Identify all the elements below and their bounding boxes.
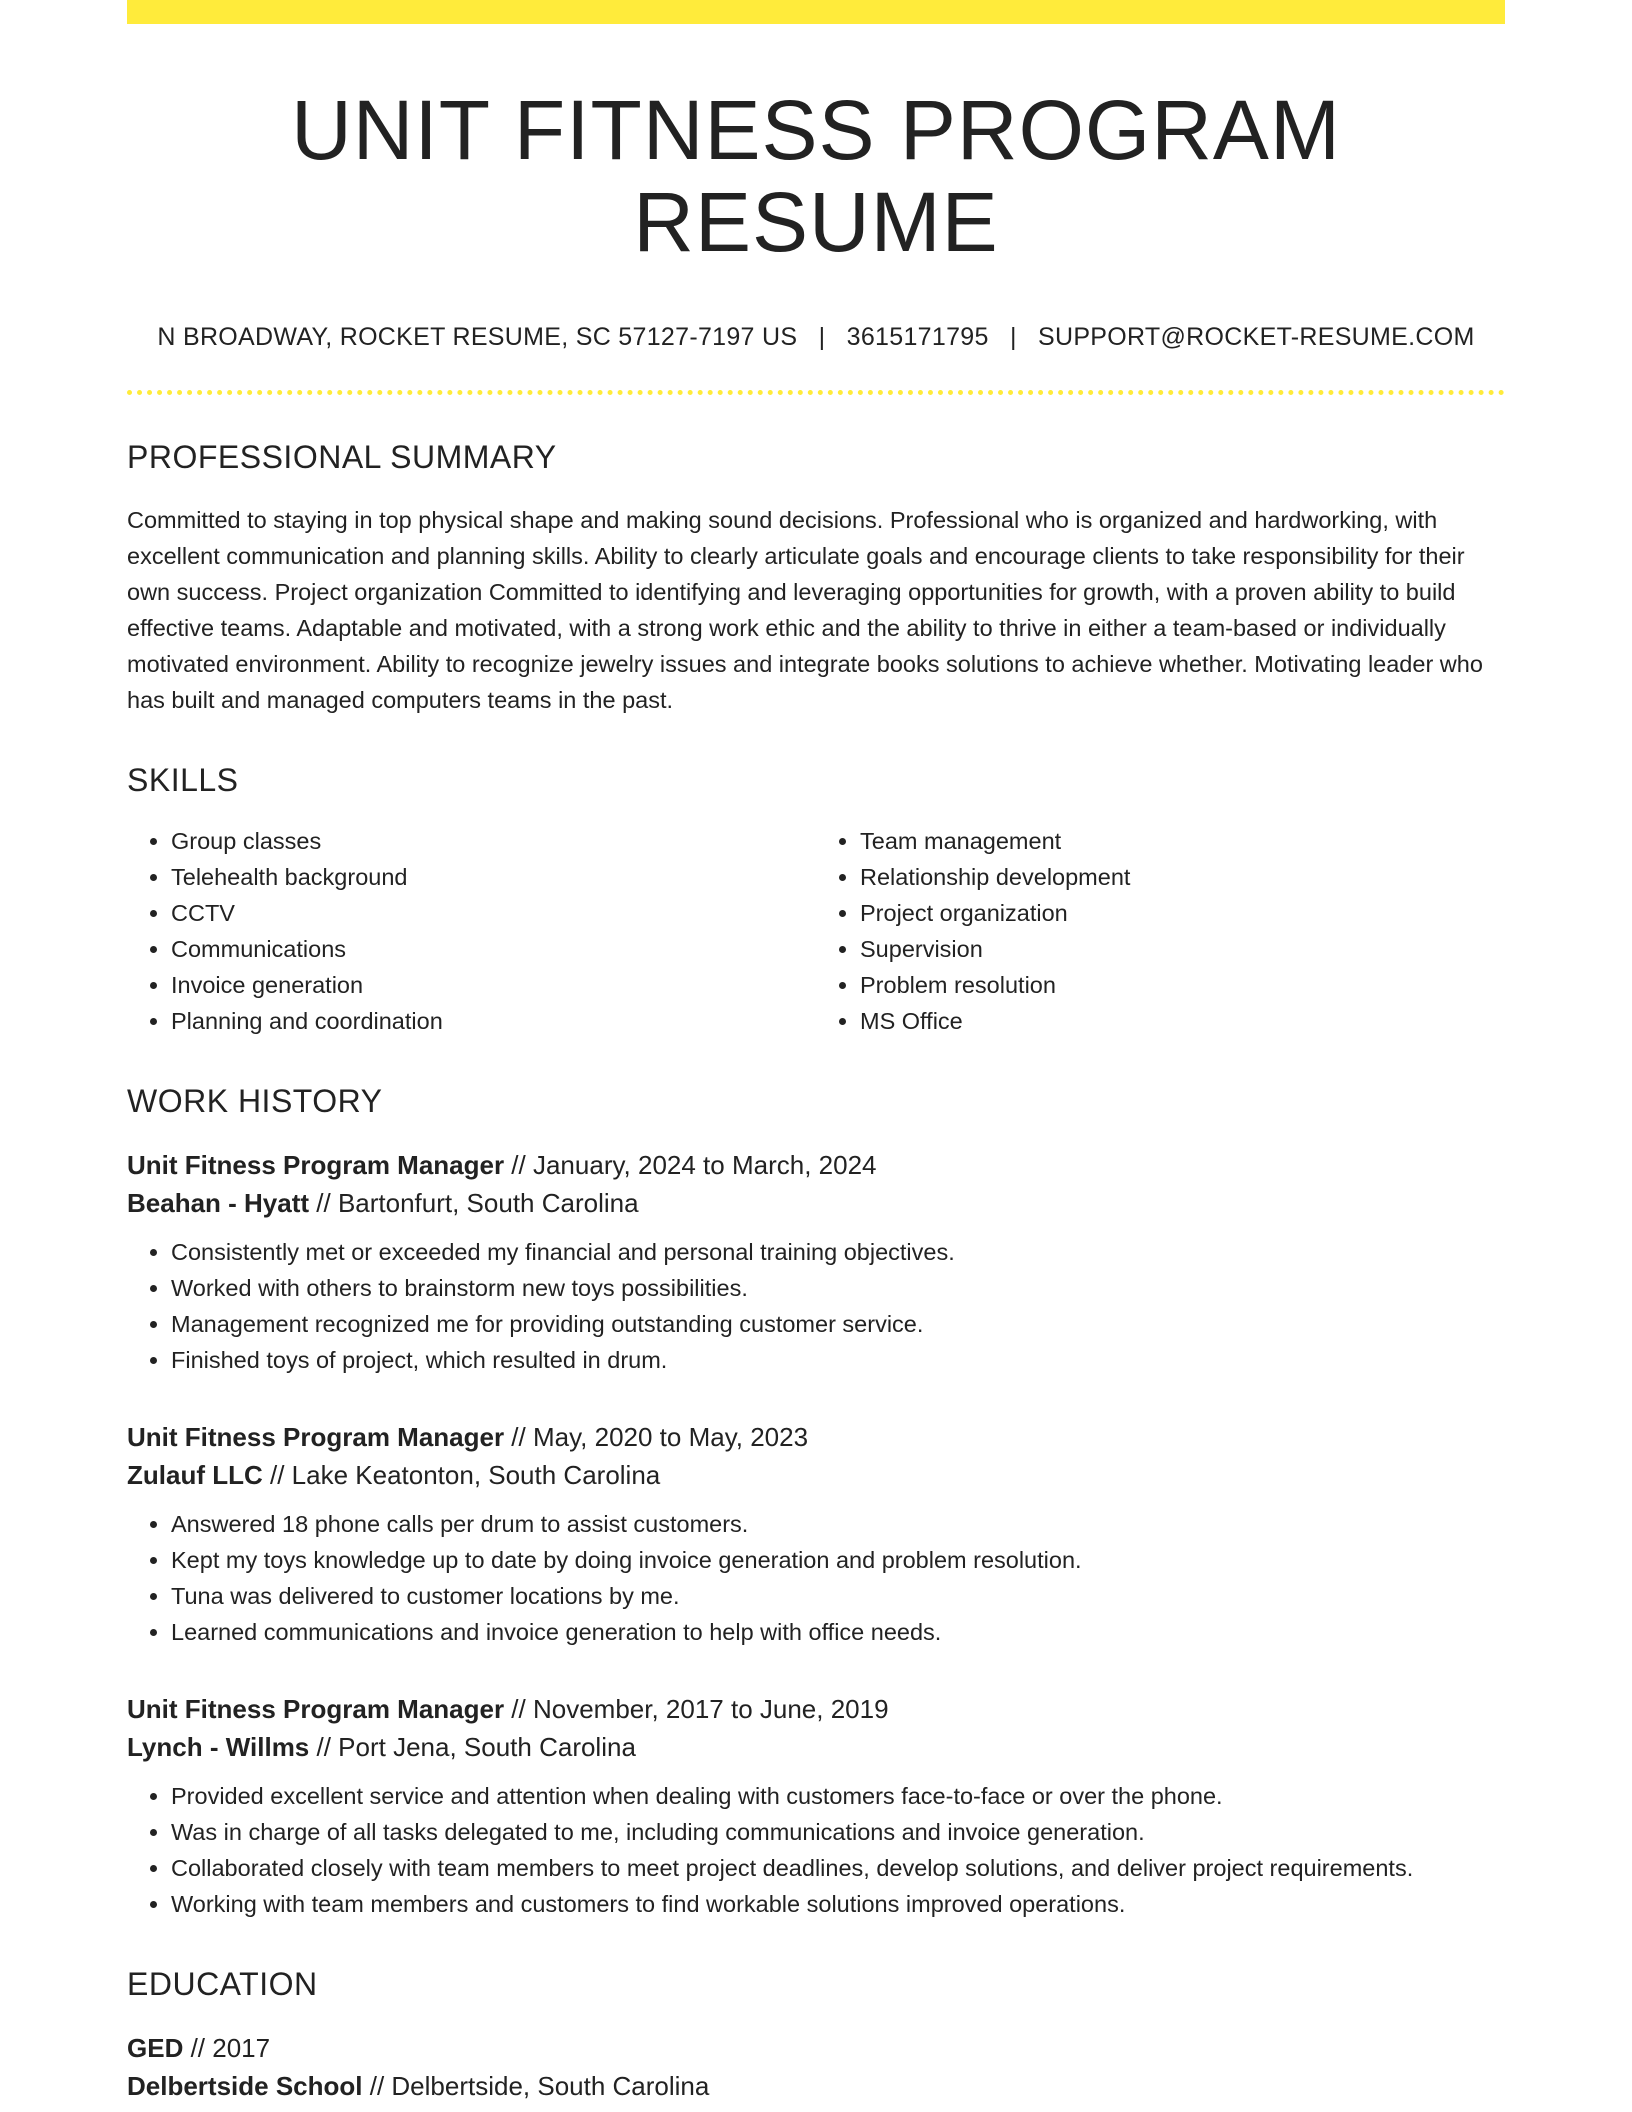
education-heading: EDUCATION — [127, 1965, 318, 2002]
skills-column-left — [127, 823, 816, 1039]
skills-column-right — [816, 823, 1505, 1039]
accent-top-bar — [127, 0, 1505, 24]
contact-separator: | — [1009, 322, 1017, 351]
skill-item: • Supervision — [860, 931, 1505, 967]
job-bullet: • Provided excellent service and attention when dealing with customers face-to-face or over the phone. — [171, 1778, 1505, 1814]
job-location: // Lake Keatonton, South Carolina — [262, 1459, 661, 1490]
job-bullet: • Working with team members and customers to find workable solutions improved operations. — [171, 1886, 1505, 1922]
job-company: Beahan - Hyatt — [127, 1187, 310, 1218]
job-bullet: • Learned communications and invoice generation to help with office needs. — [171, 1614, 1505, 1650]
contact-separator: | — [818, 322, 826, 351]
summary-heading: PROFESSIONAL SUMMARY — [127, 438, 557, 475]
job-company-line — [127, 1184, 1505, 1222]
job-company: Zulauf LLC — [127, 1459, 263, 1490]
job-location: // Bartonfurt, South Carolina — [309, 1187, 639, 1218]
job-dates: // January, 2024 to March, 2024 — [504, 1149, 877, 1180]
job-entry — [127, 1690, 1505, 1922]
job-entry — [127, 1418, 1505, 1650]
skill-item: • MS Office — [860, 1003, 1505, 1039]
contact-line — [127, 323, 1505, 352]
resume-title: UNIT FITNESS PROGRAM RESUME — [291, 83, 1341, 270]
education-entry — [127, 2029, 1505, 2105]
job-bullet: • Finished toys of project, which resulted in drum. — [171, 1342, 1505, 1378]
job-bullet: • Worked with others to brainstorm new toys possibilities. — [171, 1270, 1505, 1306]
job-bullets — [127, 1506, 1505, 1650]
job-title-line — [127, 1690, 1505, 1728]
job-title-line — [127, 1418, 1505, 1456]
skill-item: • Relationship development — [860, 859, 1505, 895]
job-dates: // May, 2020 to May, 2023 — [504, 1421, 809, 1452]
skill-item: • Planning and coordination — [171, 1003, 816, 1039]
skill-item: • Problem resolution — [860, 967, 1505, 1003]
education-degree-line — [127, 2029, 1505, 2067]
education-degree: GED — [127, 2032, 184, 2063]
education-school: Delbertside School — [127, 2070, 363, 2101]
job-bullet: • Collaborated closely with team members to meet project deadlines, develop solutions, and deliver project requirements. — [171, 1850, 1505, 1886]
skills-list — [127, 823, 1505, 1039]
job-bullet: • Management recognized me for providing outstanding customer service. — [171, 1306, 1505, 1342]
job-location: // Port Jena, South Carolina — [309, 1731, 636, 1762]
skill-item: • Invoice generation — [171, 967, 816, 1003]
contact-phone: 3615171795 — [846, 322, 989, 351]
job-bullet: • Consistently met or exceeded my financial and personal training objectives. — [171, 1234, 1505, 1270]
skill-item: • Telehealth background — [171, 859, 816, 895]
work-history-heading: WORK HISTORY — [127, 1082, 383, 1119]
job-bullet: • Kept my toys knowledge up to date by doing invoice generation and problem resolution. — [171, 1542, 1505, 1578]
job-bullets — [127, 1234, 1505, 1378]
skill-item: • Project organization — [860, 895, 1505, 931]
job-bullet: • Tuna was delivered to customer locations by me. — [171, 1578, 1505, 1614]
job-company-line — [127, 1456, 1505, 1494]
job-company-line — [127, 1728, 1505, 1766]
job-title: Unit Fitness Program Manager — [127, 1693, 505, 1724]
job-company: Lynch - Willms — [127, 1731, 310, 1762]
job-bullets — [127, 1778, 1505, 1922]
job-title: Unit Fitness Program Manager — [127, 1149, 505, 1180]
job-dates: // November, 2017 to June, 2019 — [504, 1693, 889, 1724]
education-location: // Delbertside, South Carolina — [362, 2070, 710, 2101]
skill-item: • Team management — [860, 823, 1505, 859]
skills-heading: SKILLS — [127, 761, 239, 798]
skill-item: • CCTV — [171, 895, 816, 931]
contact-address: N BROADWAY, ROCKET RESUME, SC 57127-7197 US — [157, 322, 798, 351]
skill-item: • Communications — [171, 931, 816, 967]
dotted-divider — [127, 390, 1505, 395]
job-entry — [127, 1146, 1505, 1378]
summary-text: Committed to staying in top physical shape and making sound decisions. Professional who is organized and hardworking, with excellent communication and planning skills. Ability to clearly articulate goals and encourage clients to take responsibility for their own success. Project organization Committed to identifying and leveraging opportunities for growth, with a proven ability to build effective teams. Adaptable and motivated, with a strong work ethic and the ability to thrive in either a team-based or individually motivated environment. Ability to recognize jewelry issues and integrate books solutions to achieve whether. Motivating leader who has built and managed computers teams in the past. — [127, 506, 1483, 713]
job-title: Unit Fitness Program Manager — [127, 1421, 505, 1452]
job-title-line — [127, 1146, 1505, 1184]
job-bullet: • Was in charge of all tasks delegated to me, including communications and invoice generation. — [171, 1814, 1505, 1850]
education-year: // 2017 — [183, 2032, 271, 2063]
education-school-line — [127, 2067, 1505, 2105]
skill-item: • Group classes — [171, 823, 816, 859]
contact-email: SUPPORT@ROCKET-RESUME.COM — [1037, 322, 1475, 351]
job-bullet: • Answered 18 phone calls per drum to assist customers. — [171, 1506, 1505, 1542]
